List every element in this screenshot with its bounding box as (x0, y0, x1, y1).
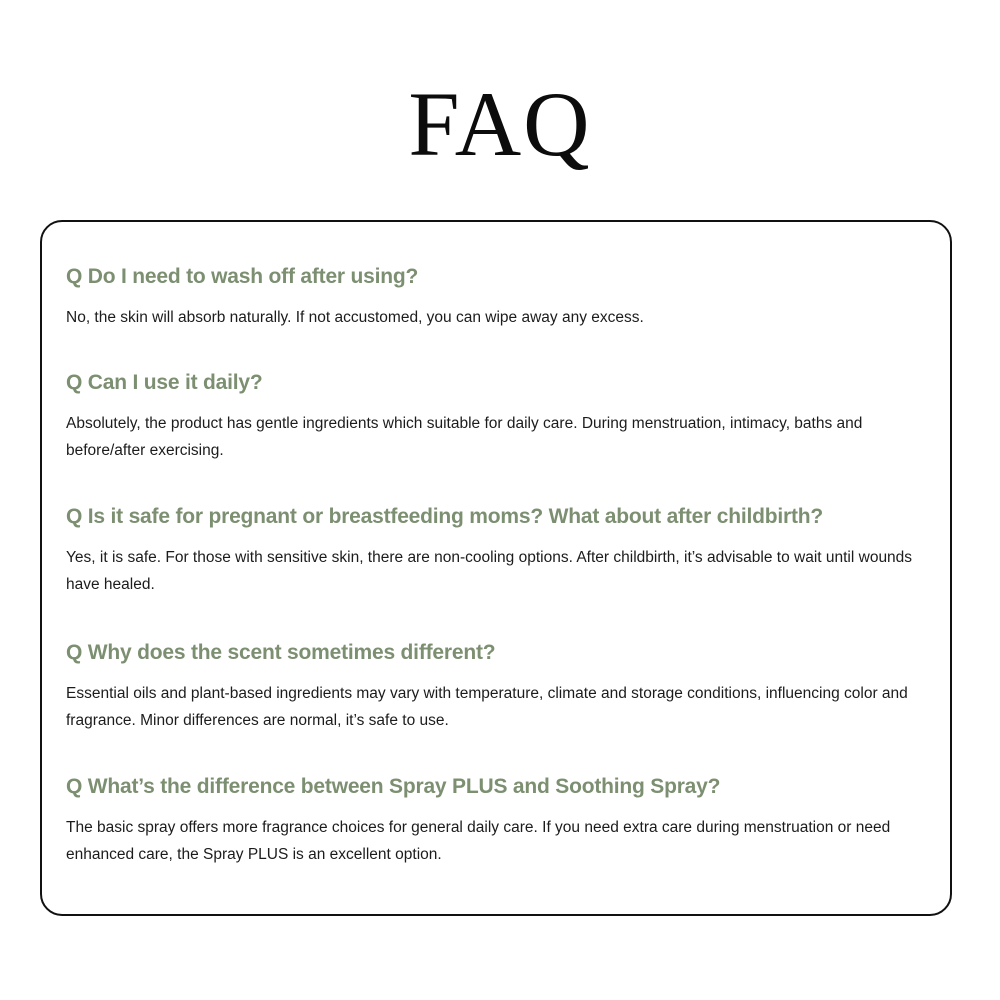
faq-answer-5: The basic spray offers more fragrance choices for general daily care. If you need extra care during menstruation or need enhanced care, the Spray PLUS is an excellent option. (66, 819, 891, 863)
faq-item-5 (66, 774, 926, 868)
faq-answer-4: Essential oils and plant-based ingredients may vary with temperature, climate and storage conditions, influencing color and fragrance. Minor differences are normal, it’s safe to use. (66, 685, 908, 729)
faq-item-4 (66, 640, 926, 734)
page-title-text: FAQ (408, 73, 592, 175)
faq-answer-3: Yes, it is safe. For those with sensitive skin, there are non-cooling options. After childbirth, it’s advisable to wait until wounds have healed. (66, 549, 913, 593)
faq-item-2 (66, 370, 926, 464)
faq-item-1 (66, 264, 926, 331)
faq-item-3 (66, 504, 926, 598)
faq-question-3: Q Is it safe for pregnant or breastfeeding moms? What about after childbirth? (66, 505, 824, 528)
page-title (0, 74, 1000, 174)
faq-panel (40, 220, 952, 916)
faq-question-5: Q What’s the difference between Spray PLUS and Soothing Spray? (66, 775, 721, 798)
faq-answer-1: No, the skin will absorb naturally. If not accustomed, you can wipe away any excess. (66, 309, 644, 326)
faq-answer-2: Absolutely, the product has gentle ingredients which suitable for daily care. During menstruation, intimacy, baths and before/after exercising. (66, 415, 863, 459)
faq-question-4: Q Why does the scent sometimes different? (66, 641, 496, 664)
faq-question-2: Q Can I use it daily? (66, 371, 263, 394)
faq-question-1: Q Do I need to wash off after using? (66, 265, 419, 288)
